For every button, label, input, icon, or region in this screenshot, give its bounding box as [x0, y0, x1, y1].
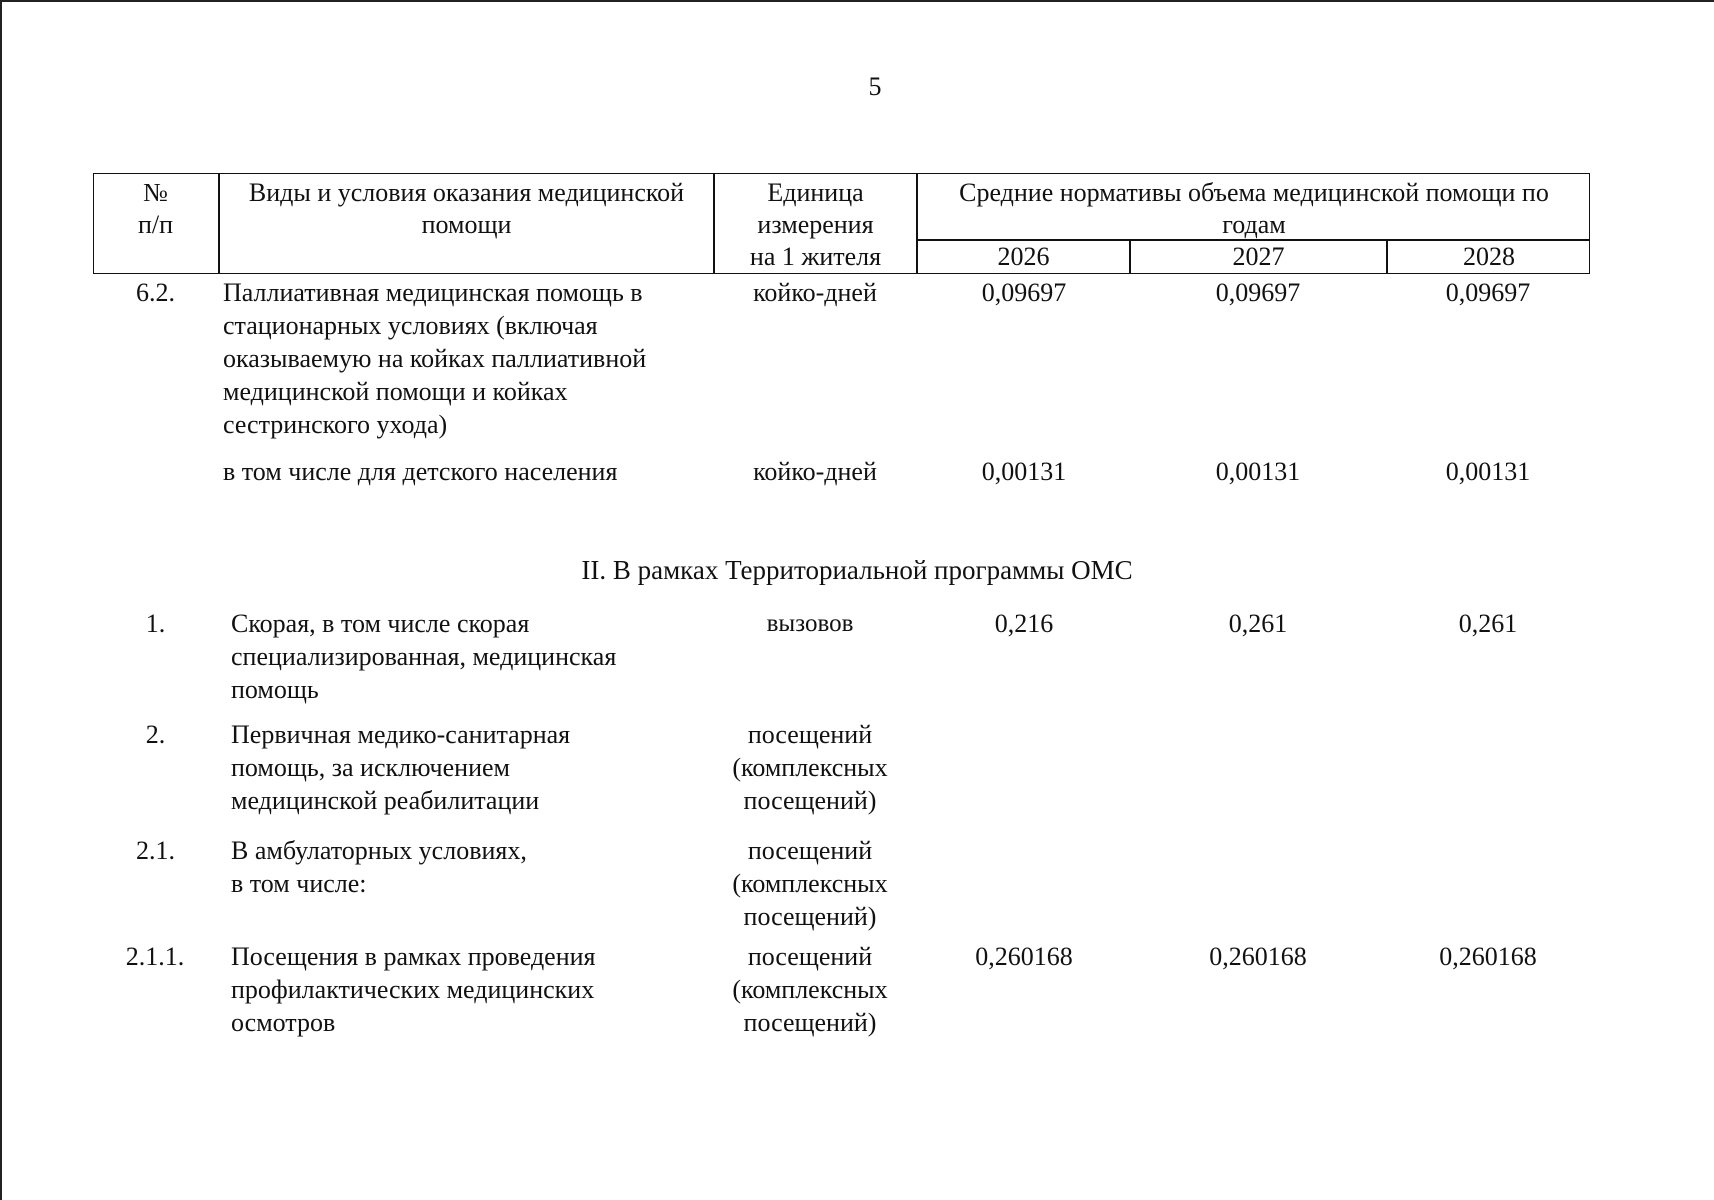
row-value-2026: 0,00131 [981, 457, 1067, 486]
row-unit-line: посещений) [743, 786, 877, 815]
row-unit-line: (комплексных [732, 975, 888, 1004]
row-description-line: сестринского ухода) [223, 410, 448, 439]
header-col-unit-line: измерения [757, 210, 874, 239]
row-value-2028: 0,09697 [1445, 278, 1531, 307]
row-number: 2. [145, 720, 166, 749]
page-border-top [0, 0, 1714, 2]
row-unit: койко-дней [753, 278, 877, 307]
header-col-type-line: Виды и условия оказания медицинской [248, 178, 685, 207]
row-unit: вызовов [766, 610, 854, 637]
header-col-norms-line: годам [1222, 210, 1286, 239]
row-unit-line: посещений [747, 942, 873, 971]
row-unit: койко-дней [753, 457, 877, 486]
page-number: 5 [868, 72, 882, 101]
row-description-line: помощь, за исключением [231, 753, 510, 782]
row-description [223, 276, 713, 441]
row-description-line: медицинской помощи и койках [223, 377, 568, 406]
row-description-line: Скорая, в том числе скорая [231, 609, 530, 638]
row-description-line: медицинской реабилитации [231, 786, 540, 815]
row-description [231, 718, 711, 817]
row-description-line: помощь [231, 675, 319, 704]
header-year-2028: 2028 [1463, 242, 1515, 271]
header-col-type [220, 177, 713, 241]
section-title: II. В рамках Территориальной программы ОМС [581, 555, 1133, 585]
row-value-2027: 0,260168 [1209, 942, 1307, 971]
header-col-norms [918, 177, 1590, 241]
header-col-no-line: № [143, 178, 168, 207]
header-year-2026: 2026 [997, 242, 1050, 271]
row-number: 2.1.1. [125, 942, 185, 971]
row-unit-line: посещений) [743, 902, 877, 931]
row-value-2027: 0,00131 [1215, 457, 1301, 486]
row-unit-line: посещений) [743, 1008, 877, 1037]
row-description [231, 834, 711, 900]
header-col-type-line: помощи [421, 210, 512, 239]
row-value-2026: 0,260168 [975, 942, 1073, 971]
row-description-line: В амбулаторных условиях, [231, 836, 527, 865]
row-value-2028: 0,261 [1458, 609, 1518, 638]
row-description-line: специализированная, медицинская [231, 642, 617, 671]
row-description-line: Посещения в рамках проведения [231, 942, 596, 971]
header-col-unit-line: Единица [767, 178, 864, 207]
row-value-2028: 0,260168 [1439, 942, 1537, 971]
header-col-no-line: п/п [137, 210, 174, 239]
row-description-line: профилактических медицинских [231, 975, 595, 1004]
page-border-left [0, 0, 2, 1200]
row-unit [705, 718, 915, 817]
row-value-2027: 0,261 [1228, 609, 1288, 638]
row-value-2027: 0,09697 [1215, 278, 1301, 307]
row-unit-line: посещений [747, 836, 873, 865]
row-value-2028: 0,00131 [1445, 457, 1531, 486]
row-unit-line: (комплексных [732, 869, 888, 898]
row-value-2026: 0,09697 [981, 278, 1067, 307]
row-description: в том числе для детского населения [223, 457, 618, 486]
row-description-line: Паллиативная медицинская помощь в [223, 278, 643, 307]
row-description-line: Первичная медико-санитарная [231, 720, 571, 749]
row-unit [705, 834, 915, 933]
row-description-line: осмотров [231, 1008, 336, 1037]
row-description-line: оказываемую на койках паллиативной [223, 344, 647, 373]
row-unit-line: посещений [747, 720, 873, 749]
header-col-unit-line: на 1 жителя [749, 242, 882, 271]
header-col-norms-line: Средние нормативы объема медицинской помощи по [959, 178, 1549, 207]
header-col-no [93, 177, 218, 241]
row-unit-line: (комплексных [732, 753, 888, 782]
header-col-unit [715, 177, 916, 273]
row-description-line: в том числе: [231, 869, 367, 898]
row-description [231, 607, 711, 706]
row-value-2026: 0,216 [994, 609, 1054, 638]
row-unit [705, 940, 915, 1039]
row-number: 2.1. [136, 836, 175, 865]
row-number: 1. [145, 609, 166, 638]
header-year-2027: 2027 [1232, 242, 1285, 271]
row-number: 6.2. [136, 278, 175, 307]
row-description [231, 940, 711, 1039]
row-description-line: стационарных условиях (включая [223, 311, 598, 340]
